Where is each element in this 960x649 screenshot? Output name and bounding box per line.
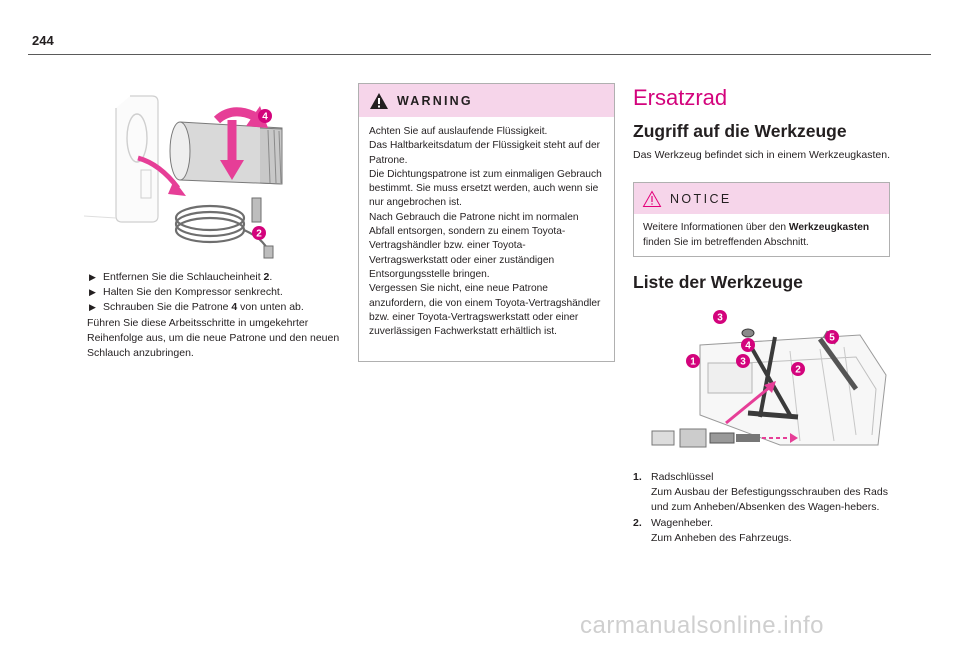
tool-number: 1. (633, 471, 642, 483)
warning-header (359, 84, 614, 117)
tool-access-intro: Das Werkzeug befindet sich in einem Werkzeugkasten. (633, 149, 890, 161)
notice-ref: Werkzeugkasten (788, 222, 870, 233)
tool-name: Wagenheber. (651, 516, 714, 529)
notice-triangle-icon (642, 190, 662, 208)
warning-body (359, 117, 614, 339)
instruction-step (87, 300, 349, 315)
watermark: carmanualsonline.info (580, 612, 824, 639)
bullet-arrow-icon: ▶ (89, 302, 96, 313)
notice-box (633, 182, 890, 257)
notice-text: Weitere Informationen über den (643, 222, 789, 233)
instruction-step (87, 285, 349, 300)
step-text-end: von unten ab. (237, 301, 304, 314)
warning-line: Die Dichtungspatrone ist zum einmaligen Gebrauch bestimmt. Sie muss ersetzt werden, auch wenn sie nur angebrochen ist. (369, 168, 602, 209)
callout-4-label: 4 (745, 340, 751, 352)
notice-header (634, 183, 889, 214)
instruction-step (87, 270, 349, 285)
warning-triangle-icon (369, 92, 389, 110)
callout-3-mid-label: 3 (740, 356, 746, 368)
notice-text-end: finden Sie im betreffenden Abschnitt. (643, 236, 809, 248)
tool-number: 2. (633, 516, 642, 529)
tool-name: Radschlüssel (651, 471, 714, 483)
page-number: 244 (32, 33, 54, 48)
list-item (633, 516, 893, 546)
callout-4-label: 4 (262, 111, 268, 123)
step-text: Schrauben Sie die Patrone (103, 301, 232, 314)
callout-2-label: 2 (256, 228, 262, 240)
step-ref: 2 (263, 271, 270, 283)
warning-box (358, 83, 615, 362)
heading-tool-access: Zugriff auf die Werkzeuge (633, 121, 847, 141)
callout-2-label: 2 (795, 364, 801, 376)
tool-description: Zum Anheben des Fahrzeugs. (651, 531, 792, 544)
tool-list (633, 470, 893, 546)
warning-line: Das Haltbarkeitsdatum der Flüssigkeit steht auf der Patrone. (369, 140, 601, 166)
heading-tool-list: Liste der Werkzeuge (633, 272, 803, 292)
tool-kit-illustration (630, 305, 888, 453)
step-text-end: . (269, 271, 273, 283)
notice-body (634, 214, 889, 250)
bullet-arrow-icon: ▶ (89, 272, 96, 282)
warning-line: Nach Gebrauch die Patrone nicht im normalen Abfall entsorgen, sondern zu einem Toyota-Vertragshändler bzw. einer Toyota-Vertragswerkstatt oder einer zuständigen Entsorgungsstelle bringen. (369, 211, 579, 280)
callout-5-label: 5 (829, 332, 835, 344)
step-ref: 4 (231, 301, 238, 314)
notice-title: NOTICE (670, 191, 732, 206)
instruction-block (87, 270, 349, 361)
compressor-cartridge-illustration (82, 88, 292, 266)
bullet-arrow-icon: ▶ (89, 287, 96, 298)
section-title: Ersatzrad (633, 85, 728, 110)
callout-3-top-label: 3 (717, 312, 723, 324)
reassembly-paragraph: Führen Sie diese Arbeitsschritte in umgekehrter Reihenfolge aus, um die neue Patrone und den neuen Schlauch anzubringen. (87, 316, 340, 360)
callout-1-label: 1 (690, 356, 696, 368)
tool-description: Zum Ausbau der Befestigungsschrauben des Rads und zum Anheben/Absenken des Wagen-hebers. (651, 486, 888, 514)
step-text: Entfernen Sie die Schlaucheinheit (103, 271, 264, 283)
header-divider (28, 54, 931, 55)
warning-title: WARNING (397, 93, 473, 108)
warning-line: Achten Sie auf auslaufende Flüssigkeit. (369, 126, 548, 137)
list-item (633, 470, 893, 516)
warning-line: Vergessen Sie nicht, eine neue Patrone anzufordern, die von einem Toyota-Vertragshändler bzw. einer Toyota-Vertragswerkstatt oder einer zuverlässigen Fachwerkstatt erhältlich ist. (369, 283, 601, 338)
step-text: Halten Sie den Kompressor senkrecht. (103, 286, 283, 299)
